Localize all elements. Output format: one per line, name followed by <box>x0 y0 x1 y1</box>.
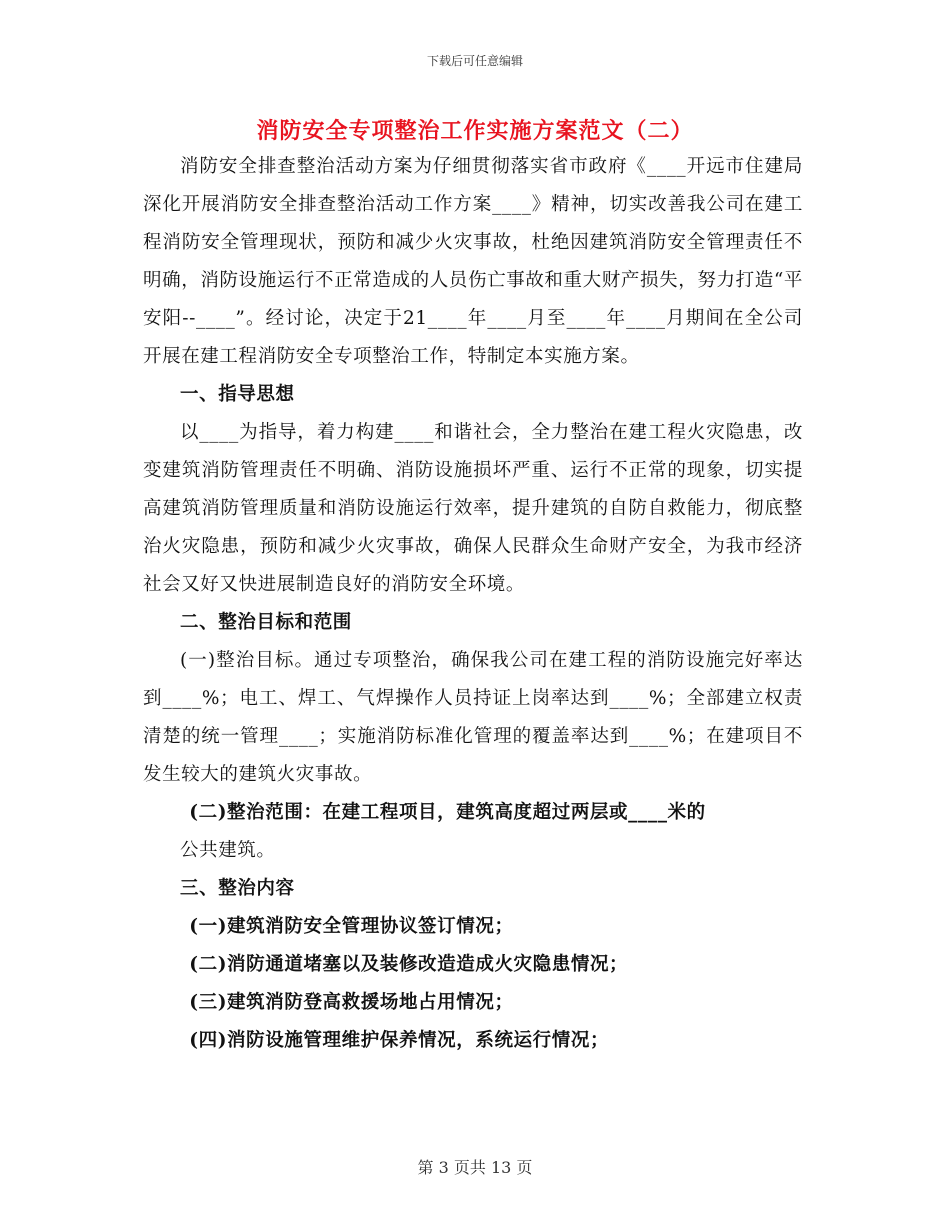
content-item: (一)建筑消防安全管理协议签订情况； <box>189 916 514 937</box>
content-item: (三)建筑消防登高救援场地占用情况； <box>189 992 514 1013</box>
document-body <box>143 148 803 1060</box>
scope-line: (二)整治范围：在建工程项目，建筑高度超过两层或____米的 <box>189 802 706 823</box>
content-item: (二)消防通道堵塞以及装修改造造成火灾隐患情况； <box>189 954 629 975</box>
section-heading-goals-scope: 二、整治目标和范围 <box>180 612 352 633</box>
guiding-ideology-paragraph: 以____为指导，着力构建____和谐社会，全力整治在建工程火灾隐患，改变建筑消防管理责任不明确、消防设施损坏严重、运行不正常的现象，切实提高建筑消防管理质量和消防设施运行效率，提升建筑的自防自救能力，彻底整治火灾隐患，预防和减少火灾事故，确保人民群众生命财产安全，为我市经济社会又好又快进展制造良好的消防安全环境。 <box>143 422 803 595</box>
goals-paragraph: (一)整治目标。通过专项整治，确保我公司在建工程的消防设施完好率达到____%；电工、焊工、气焊操作人员持证上岗率达到____%；全部建立权责清楚的统一管理____；实施消防标准化管理的覆盖率达到____%；在建项目不发生较大的建筑火灾事故。 <box>143 650 803 785</box>
intro-paragraph: 消防安全排查整治活动方案为仔细贯彻落实省市政府《____开远市住建局深化开展消防安全排查整治活动工作方案____》精神，切实改善我公司在建工程消防安全管理现状，预防和减少火灾事故，杜绝因建筑消防安全管理责任不明确，消防设施运行不正常造成的人员伤亡事故和重大财产损失，努力打造“平安阳--____”。经讨论，决定于21____年____月至____年____月期间在全公司开展在建工程消防安全专项整治工作，特制定本实施方案。 <box>143 156 803 367</box>
content-item: (四)消防设施管理维护保养情况，系统运行情况； <box>189 1030 610 1051</box>
page-number: 第 3 页共 13 页 <box>417 1158 533 1177</box>
scope-continuation: 公共建筑。 <box>180 840 276 861</box>
section-heading-guiding-ideology: 一、指导思想 <box>180 384 295 405</box>
page-header-note: 下载后可任意编辑 <box>426 54 523 68</box>
document-title: 消防安全专项整治工作实施方案范文（二） <box>256 118 694 144</box>
section-heading-contents: 三、整治内容 <box>180 878 295 899</box>
